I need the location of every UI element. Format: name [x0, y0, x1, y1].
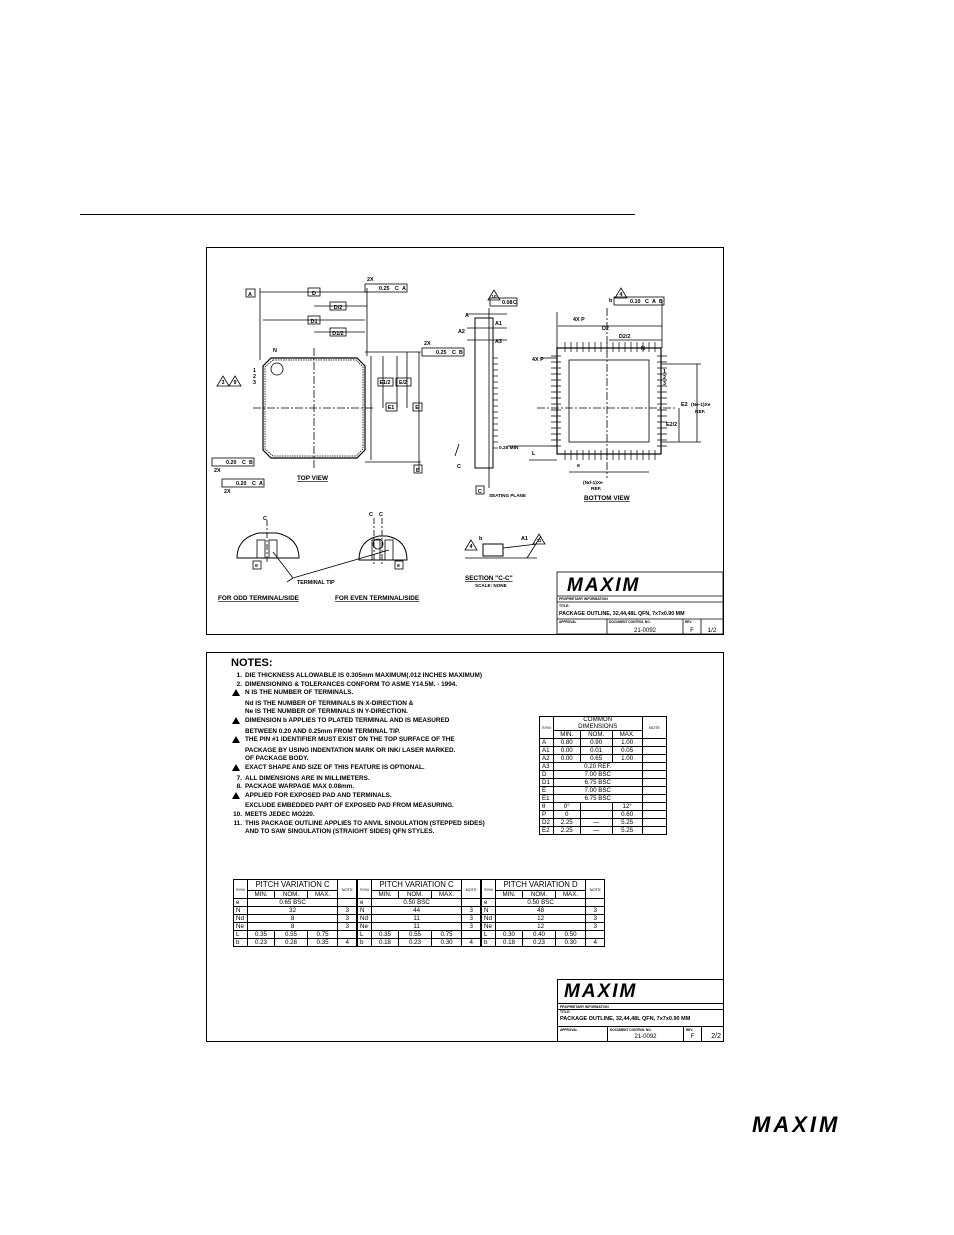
seating-plane-label: SEATING PLANE — [489, 493, 526, 498]
dim-d1: D1 — [310, 319, 318, 325]
title-cell: TITLE: PACKAGE OUTLINE, 32,44,48L QFN, 7x7x0.90 MM — [558, 1010, 723, 1027]
pitch-table-32: SYM PITCH VARIATION C NOTE MIN. NOM. MAX. e 0.65 BSC N 32 3 Nd 8 3 Ne 8 3 L 0.35 0.55 0.75 b 0.23 0.28 0.35 4 — [233, 879, 357, 947]
notes-heading: NOTES: — [231, 657, 273, 669]
dim-e2: E2 — [681, 402, 688, 408]
table-row: A2 0.00 0.65 1.00 — [540, 755, 667, 763]
table-row: A3 0.20 REF. — [540, 763, 667, 771]
note-ref-11: 11 — [536, 538, 542, 543]
datum-a: A — [248, 292, 252, 298]
dim-025-min: 0.25 MIN — [499, 446, 519, 451]
note-line: EXACT SHAPE AND SIZE OF THIS FEATURE IS OPTIONAL. — [231, 764, 531, 775]
twox-1: 2X — [367, 277, 374, 283]
tol-4: 0.20 — [236, 481, 247, 487]
dim-e1-half: E1/2 — [379, 380, 391, 386]
tol-1-c: C — [395, 286, 399, 292]
dim-a2: A2 — [458, 329, 465, 335]
table-row: L 0.30 0.40 0.50 — [482, 931, 605, 939]
title-block: MAXIM PROPRIETARY INFORMATION TITLE: PACKAGE OUTLINE, 32,44,48L QFN, 7x7x0.90 MM APPROVAL DOCUMENT CONTROL NO. 21-0092 REV. F 2/2 — [557, 979, 723, 1041]
table-row: e 0.50 BSC — [358, 899, 481, 907]
dim-e: E — [415, 405, 419, 411]
tol-2: 0.25 — [436, 350, 447, 356]
dim-b-bottom: b — [609, 298, 613, 304]
odd-terminal-label: FOR ODD TERMINAL/SIDE — [218, 595, 299, 602]
table-row: Ne 12 3 — [482, 923, 605, 931]
maxim-logo — [567, 575, 640, 596]
note-line: 7. ALL DIMENSIONS ARE IN MILLIMETERS. — [236, 774, 370, 782]
dim-theta: C — [457, 464, 461, 470]
dim-e-half: E/2 — [398, 380, 408, 386]
table-row: D 7.00 BSC — [540, 771, 667, 779]
tol-6: 0.10 — [630, 299, 641, 305]
tol-5-c: C — [513, 300, 517, 306]
pin-2: 2 — [253, 374, 256, 380]
table-row: e 0.50 BSC — [482, 899, 605, 907]
pitch-table-48: SYM PITCH VARIATION D NOTE MIN. NOM. MAX. e 0.50 BSC N 48 3 Nd 12 3 Ne 12 3 L 0.30 0.40 0.50 b 0.18 0.23 0.30 4 — [481, 879, 605, 947]
section-label: SECTION "C-C" — [465, 575, 513, 582]
dim-a1: A1 — [495, 321, 502, 327]
pin-3: 3 — [253, 380, 256, 386]
table-row: E1 6.75 BSC — [540, 795, 667, 803]
table-row: L 0.35 0.55 0.75 — [358, 931, 481, 939]
rev-value: F — [690, 628, 694, 634]
dim-e-even: e — [397, 563, 400, 569]
common-dimensions-table: SYM COMMON DIMENSIONS NOTE MIN. NOM. MAX. A 0.80 0.90 1.00 A1 0.00 0.01 0.05 A2 0.00 0.65 1.00 A3 0.20 REF. D 7.00 BSC D1 6.75 BSC E 7.00 BSC E1 6.75 BSC θ 0° 12° P 0 0.60 D2 2.25 — 5.25 E2 2.25 — 5.25 — [539, 716, 667, 835]
tol-6-a: A — [652, 299, 656, 305]
dim-e2-half: E2/2 — [666, 422, 678, 428]
note-ref-4: 4 — [619, 292, 623, 298]
pitch-table-44: SYM PITCH VARIATION C NOTE MIN. NOM. MAX. e 0.50 BSC N 44 3 Nd 11 3 Ne 11 3 L 0.35 0.55 0.75 b 0.18 0.23 0.30 4 — [357, 879, 481, 947]
centerline-1: C — [263, 516, 267, 522]
drawing-title: PACKAGE OUTLINE, 32,44,48L QFN, 7x7x0.90 MM — [559, 611, 685, 617]
bpin-1: 1 — [663, 369, 666, 375]
pin-n-label: N — [273, 348, 277, 354]
dim-nd-ref: REF. — [591, 487, 602, 492]
dim-d1-half: D1/2 — [332, 331, 344, 337]
dim-ne: (Ne-1)Xe — [691, 403, 711, 408]
table-row: N 44 3 — [358, 907, 481, 915]
drawing-title: PACKAGE OUTLINE, 32,44,48L QFN, 7x7x0.90 MM — [560, 1016, 691, 1022]
note-line: EXCLUDE EMBEDDED PART OF EXPOSED PAD FROM MEASURING. — [245, 802, 454, 810]
sheet-number: 1/2 — [707, 627, 717, 634]
twox-2: 2X — [424, 341, 431, 347]
twox-4: 2X — [224, 489, 231, 495]
dim-4x-p-left: 4X P — [532, 357, 544, 363]
note-line: THE PIN #1 IDENTIFIER MUST EXIST ON THE TOP SURFACE OF THE — [231, 736, 531, 747]
tol-4-c: C — [252, 481, 256, 487]
bottom-view-body — [557, 348, 661, 454]
note-ref-9: 9 — [233, 380, 237, 386]
table-row: b 0.23 0.28 0.35 4 — [234, 939, 357, 947]
note-ref-3: 3 — [221, 380, 225, 386]
table-row: b 0.18 0.23 0.30 4 — [482, 939, 605, 947]
sheet-number: 2/2 — [711, 1033, 721, 1040]
table-row: Ne 11 3 — [358, 923, 481, 931]
note-line: APPLIED FOR EXPOSED PAD AND TERMINALS. — [231, 792, 531, 803]
even-terminal-label: FOR EVEN TERMINAL/SIDE — [335, 595, 420, 602]
table-row: θ 0° 12° — [540, 803, 667, 811]
note-line: OF PACKAGE BODY. — [245, 755, 309, 763]
note-line: DIMENSION b APPLIES TO PLATED TERMINAL AND IS MEASURED — [231, 717, 531, 728]
dim-d2-half: D2/2 — [619, 334, 631, 340]
table-row: L 0.35 0.55 0.75 — [234, 931, 357, 939]
dim-a3: A3 — [495, 339, 502, 345]
title-label: TITLE: — [559, 604, 570, 608]
table-row: E2 2.25 — 5.25 — [540, 827, 667, 835]
tol-2-b: B — [459, 350, 463, 356]
dim-a: A — [465, 313, 469, 319]
centerline-3: C — [379, 512, 383, 518]
note-line: N IS THE NUMBER OF TERMINALS. — [231, 689, 531, 700]
top-view-label: TOP VIEW — [297, 475, 329, 482]
bpin-3: 3 — [663, 381, 666, 387]
table-row: P 0 0.60 — [540, 811, 667, 819]
dim-l: L — [532, 451, 536, 457]
dim-e-bottom: e — [577, 463, 580, 469]
dim-ne-ref: REF. — [695, 410, 706, 415]
dim-a1-section: A1 — [521, 536, 528, 542]
table-row: Nd 11 3 — [358, 915, 481, 923]
note-line: 2. DIMENSIONING & TOLERANCES CONFORM TO ASME Y14.5M. - 1994. — [236, 680, 458, 688]
header-rule — [80, 214, 635, 215]
tol-1: 0.25 — [379, 286, 390, 292]
note-line: 11. THIS PACKAGE OUTLINE APPLIES TO ANVIL SINGULATION (STEPPED SIDES) — [233, 819, 485, 827]
proprietary-label: PROPRIETARY INFORMATION — [559, 597, 608, 601]
note-line: 8. PACKAGE WARPAGE MAX 0.08mm. — [236, 783, 355, 791]
table-row: A1 0.00 0.01 0.05 — [540, 747, 667, 755]
datum-c: C — [478, 489, 482, 495]
tol-4-a: A — [259, 481, 263, 487]
tol-5: 0.08 — [502, 300, 513, 306]
table-row: D2 2.25 — 5.25 — [540, 819, 667, 827]
note-line: 10. MEETS JEDEC MO220. — [233, 810, 315, 818]
datum-b: B — [416, 468, 420, 474]
table-row: b 0.18 0.23 0.30 4 — [358, 939, 481, 947]
dim-d: D — [312, 291, 316, 297]
table-row: E 7.00 BSC — [540, 787, 667, 795]
table-row: e 0.65 BSC — [234, 899, 357, 907]
table-row: D1 6.75 BSC — [540, 779, 667, 787]
dim-e1: E1 — [387, 405, 395, 411]
dim-d-half: D/2 — [333, 305, 343, 311]
pin-1: 1 — [253, 368, 256, 374]
svg-text:MAXIM: MAXIM — [567, 575, 641, 596]
pin-n-bottom: N — [641, 346, 645, 352]
package-outline-drawing — [207, 248, 723, 634]
footer-maxim-logo: MAXIM — [752, 1112, 841, 1137]
doc-control-number: 21-0092 — [633, 628, 657, 634]
terminal-tip-label: TERMINAL TIP — [297, 580, 335, 586]
tol-1-a: A — [402, 286, 406, 292]
drawing-sheet-1 — [206, 247, 724, 635]
tol-3-c: C — [242, 460, 246, 466]
table-row: Nd 12 3 — [482, 915, 605, 923]
tol-2-c: C — [452, 350, 456, 356]
rev-value: F — [690, 1034, 695, 1040]
note-line: BETWEEN 0.20 AND 0.25mm FROM TERMINAL TIP. — [245, 727, 401, 735]
bottom-view-label: BOTTOM VIEW — [584, 495, 630, 502]
note-line: Nd IS THE NUMBER OF TERMINALS IN X-DIRECTION & — [245, 699, 414, 707]
table-row: Nd 8 3 — [234, 915, 357, 923]
dim-b-section: b — [479, 536, 483, 542]
proprietary-label: PROPRIETARY INFORMATION — [558, 1004, 723, 1010]
table-row: N 48 3 — [482, 907, 605, 915]
scale-label: SCALE: NONE — [475, 583, 507, 588]
note-ref-10: 10 — [491, 294, 497, 299]
note-line: Ne IS THE NUMBER OF TERMINALS IN Y-DIRECTION. — [245, 708, 408, 716]
doc-control-number: 21-0092 — [634, 1034, 657, 1040]
tol-6-b: B — [659, 299, 663, 305]
dim-nd: (Nd-1)Xe — [583, 481, 603, 486]
dim-e-odd: e — [255, 563, 258, 569]
centerline-2: C — [369, 512, 373, 518]
note-line: 1. DIE THICKNESS ALLOWABLE IS 0.305mm MAXIMUM(.012 INCHES MAXIMUM) — [236, 672, 482, 679]
bpin-2: 2 — [663, 375, 666, 381]
approval-label: APPROVAL — [559, 620, 577, 624]
table-row: N 32 3 — [234, 907, 357, 915]
dim-4x-p: 4X P — [573, 317, 585, 323]
note-line: PACKAGE BY USING INDENTATION MARK OR INK/ LASER MARKED. — [245, 746, 456, 754]
twox-3: 2X — [214, 468, 221, 474]
maxim-logo: MAXIM — [558, 980, 723, 1004]
table-row: Ne 8 3 — [234, 923, 357, 931]
approval-label: APPROVAL — [560, 1028, 578, 1032]
note-line: AND TO SAW SINGULATION (STRAIGHT SIDES) QFN STYLES. — [245, 828, 435, 836]
notes-list — [231, 672, 531, 837]
drawing-sheet-2 — [206, 652, 724, 1042]
tol-6-c: C — [645, 299, 649, 305]
doc-control-label: DOCUMENT CONTROL NO. — [609, 620, 651, 624]
tol-3-b: B — [249, 460, 253, 466]
table-row: A 0.80 0.90 1.00 — [540, 739, 667, 747]
tol-3: 0.20 — [226, 460, 237, 466]
note-ref-4b: 4 — [469, 544, 473, 550]
dim-d2: D2 — [602, 326, 609, 332]
rev-label: REV. — [685, 620, 693, 624]
